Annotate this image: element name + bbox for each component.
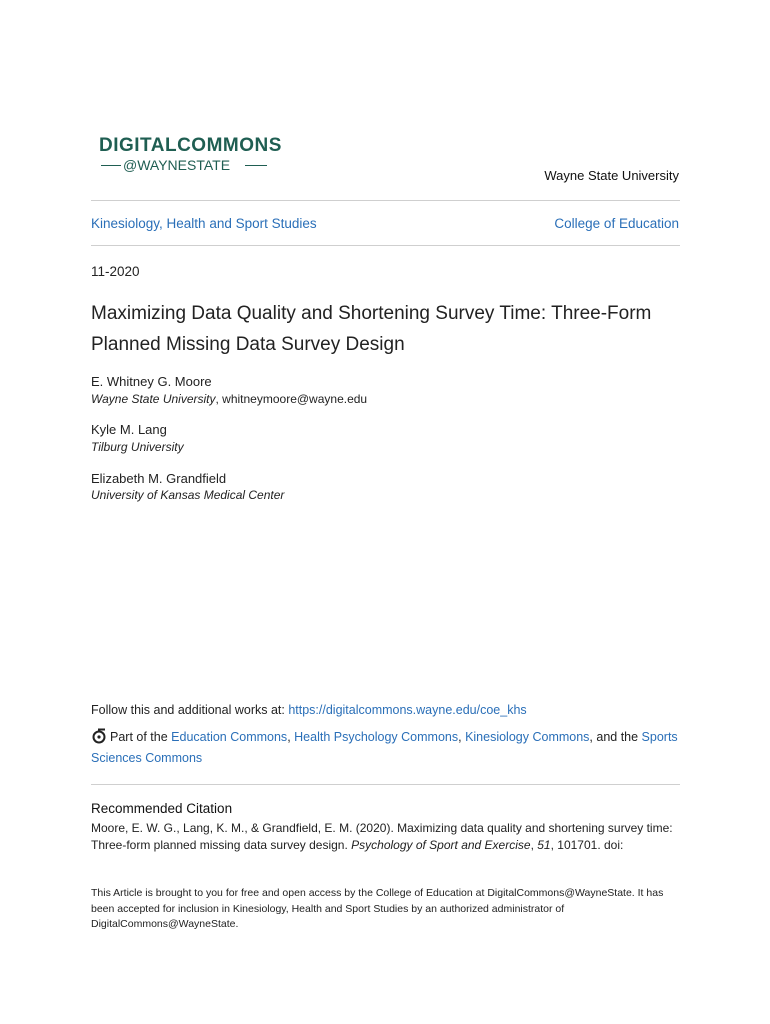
sports-sciences-commons-link[interactable]: Sports Sciences Commons bbox=[91, 730, 678, 765]
logo-top-text: DIGITALCOMMONS bbox=[99, 135, 282, 156]
follow-line bbox=[91, 703, 527, 717]
access-statement: This Article is brought to you for free and open access by the College of Education at DigitalCommons@WayneState. It has been accepted for inclusion in Kinesiology, Health and Sport Studies by an authorized administrator of DigitalCommons@WayneState. bbox=[91, 887, 664, 930]
author-name: E. Whitney G. Moore bbox=[91, 374, 212, 389]
department-link[interactable]: Kinesiology, Health and Sport Studies bbox=[91, 216, 317, 231]
follow-text: Follow this and additional works at: bbox=[91, 703, 289, 717]
affiliation-text: Wayne State University bbox=[91, 392, 216, 406]
affiliation-text: University of Kansas Medical Center bbox=[91, 488, 285, 502]
author-affiliation bbox=[91, 440, 184, 454]
citation-main: Moore, E. W. G., Lang, K. M., & Grandfield, E. M. (2020). Maximizing data quality and shortening survey time: Three-form planned missing data survey design. bbox=[91, 821, 673, 852]
citation-volume: 51 bbox=[537, 838, 551, 852]
citation-tail: , 101701. doi: bbox=[550, 838, 624, 852]
recommended-citation-heading: Recommended Citation bbox=[91, 801, 233, 816]
part-of-sep: , bbox=[287, 730, 295, 744]
college-link[interactable]: College of Education bbox=[554, 216, 679, 231]
author-name: Elizabeth M. Grandfield bbox=[91, 471, 227, 486]
citation-sep: , bbox=[530, 838, 538, 852]
university-name: Wayne State University bbox=[544, 168, 679, 183]
author-name: Kyle M. Lang bbox=[91, 422, 167, 437]
part-of-sep: , and the bbox=[589, 730, 642, 744]
divider-top bbox=[91, 200, 680, 201]
health-psychology-commons-link[interactable]: Health Psychology Commons bbox=[294, 730, 459, 744]
divider-citation bbox=[91, 784, 680, 785]
logo-line-left bbox=[101, 165, 121, 166]
author-affiliation bbox=[91, 488, 284, 502]
logo-line-right bbox=[245, 165, 267, 166]
affiliation-text: Tilburg University bbox=[91, 440, 184, 454]
divider-header bbox=[91, 245, 680, 246]
part-of-line bbox=[91, 727, 686, 769]
publication-date: 11-2020 bbox=[91, 264, 140, 279]
part-of-prefix: Part of the bbox=[110, 730, 172, 744]
logo-bottom-text: @WAYNESTATE bbox=[123, 157, 231, 173]
citation-text bbox=[91, 820, 683, 854]
digitalcommons-logo bbox=[99, 135, 282, 175]
kinesiology-commons-link[interactable]: Kinesiology Commons bbox=[465, 730, 590, 744]
article-title: Maximizing Data Quality and Shortening Survey Time: Three-Form Planned Missing Data Survey Design bbox=[91, 303, 652, 355]
logo-bottom bbox=[99, 157, 269, 173]
collection-url-link[interactable]: https://digitalcommons.wayne.edu/coe_khs bbox=[288, 703, 527, 717]
citation-journal: Psychology of Sport and Exercise bbox=[351, 838, 531, 852]
education-commons-link[interactable]: Education Commons bbox=[171, 730, 288, 744]
part-of-sep: , bbox=[458, 730, 466, 744]
author-affiliation bbox=[91, 392, 367, 406]
author-email: , whitneymoore@wayne.edu bbox=[215, 392, 368, 406]
open-access-icon bbox=[91, 728, 107, 744]
